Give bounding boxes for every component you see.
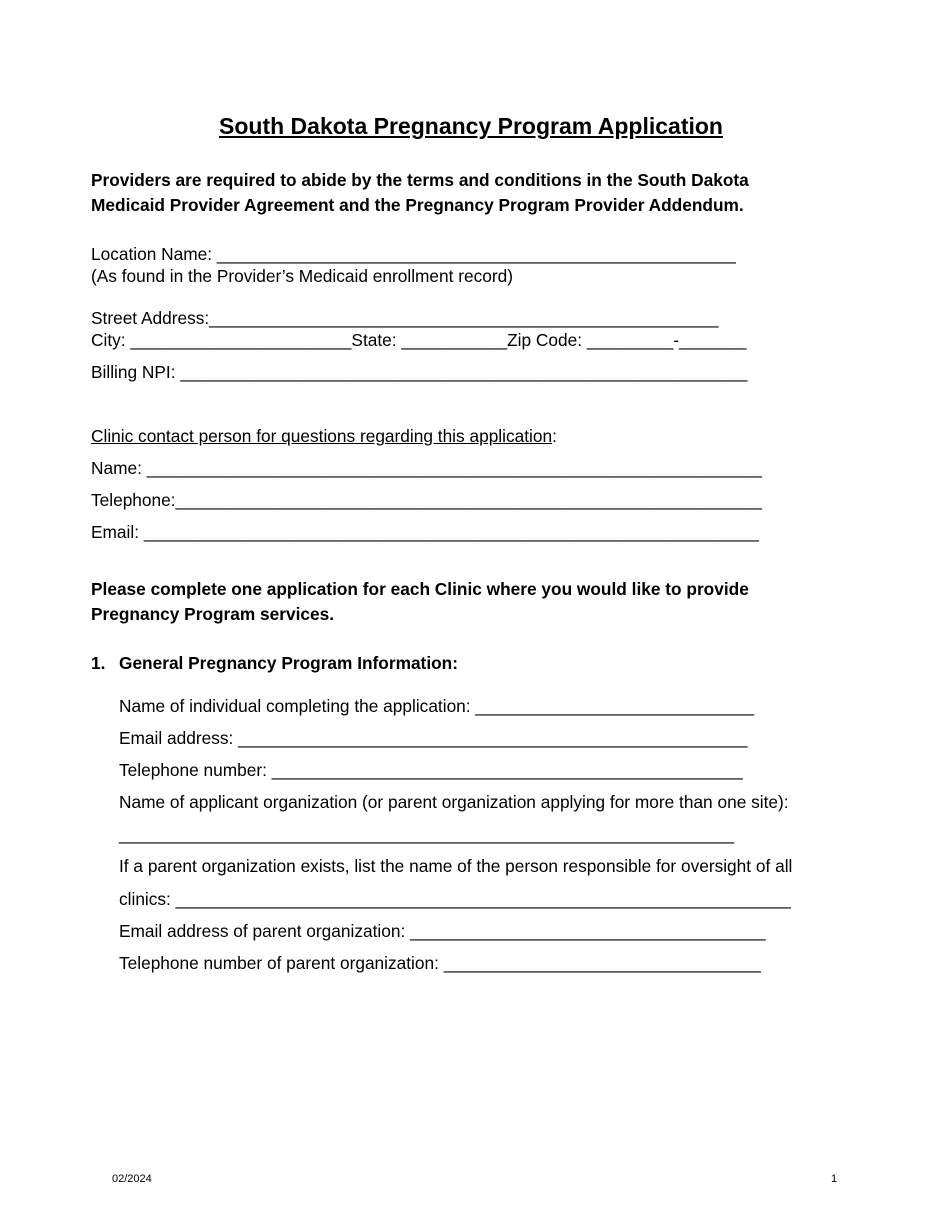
contact-heading-colon: :: [552, 426, 557, 446]
complete-note-line-2: Pregnancy Program services.: [91, 604, 335, 624]
parent-email-field[interactable]: Email address of parent organization: _____________________________________: [119, 921, 766, 941]
section-1-title: General Pregnancy Program Information:: [119, 653, 458, 673]
location-name-field[interactable]: Location Name: ______________________________________________________: [91, 244, 736, 264]
applicant-org-label: Name of applicant organization (or parent organization applying for more than one site):: [119, 792, 789, 812]
parent-telephone-field[interactable]: Telephone number of parent organization: _________________________________: [119, 953, 761, 973]
parent-org-label: If a parent organization exists, list the name of the person responsible for oversight of all: [119, 856, 793, 876]
telephone-number-field[interactable]: Telephone number: _________________________________________________: [119, 760, 743, 780]
email-address-field[interactable]: Email address: _____________________________________________________: [119, 728, 748, 748]
contact-email-field[interactable]: Email: ________________________________________________________________: [91, 522, 759, 542]
section-1-number: 1.: [91, 653, 106, 673]
city-state-zip-field[interactable]: City: _______________________State: ___________Zip Code: _________-_______: [91, 330, 747, 350]
complete-note-line-1: Please complete one application for each Clinic where you would like to provide: [91, 579, 749, 599]
page-title: South Dakota Pregnancy Program Application: [219, 113, 723, 139]
applicant-org-field[interactable]: ________________________________________________________________: [119, 824, 735, 844]
contact-name-field[interactable]: Name: ________________________________________________________________: [91, 458, 762, 478]
contact-heading: [91, 428, 557, 445]
footer-page-number: 1: [831, 1173, 838, 1185]
intro-line-2: Medicaid Provider Agreement and the Pregnancy Program Provider Addendum.: [91, 195, 744, 215]
street-address-field[interactable]: Street Address:_____________________________________________________: [91, 308, 719, 328]
contact-telephone-field[interactable]: Telephone:_____________________________________________________________: [91, 490, 762, 510]
footer-date: 02/2024: [112, 1173, 152, 1185]
individual-name-field[interactable]: Name of individual completing the application: _____________________________: [119, 696, 755, 716]
intro-line-1: Providers are required to abide by the terms and conditions in the South Dakota: [91, 170, 749, 190]
contact-heading-text: Clinic contact person for questions regarding this application: [91, 426, 553, 446]
parent-org-field[interactable]: clinics: ________________________________________________________________: [119, 889, 791, 909]
location-name-note: (As found in the Provider’s Medicaid enrollment record): [91, 266, 513, 286]
billing-npi-field[interactable]: Billing NPI: ___________________________________________________________: [91, 362, 748, 382]
